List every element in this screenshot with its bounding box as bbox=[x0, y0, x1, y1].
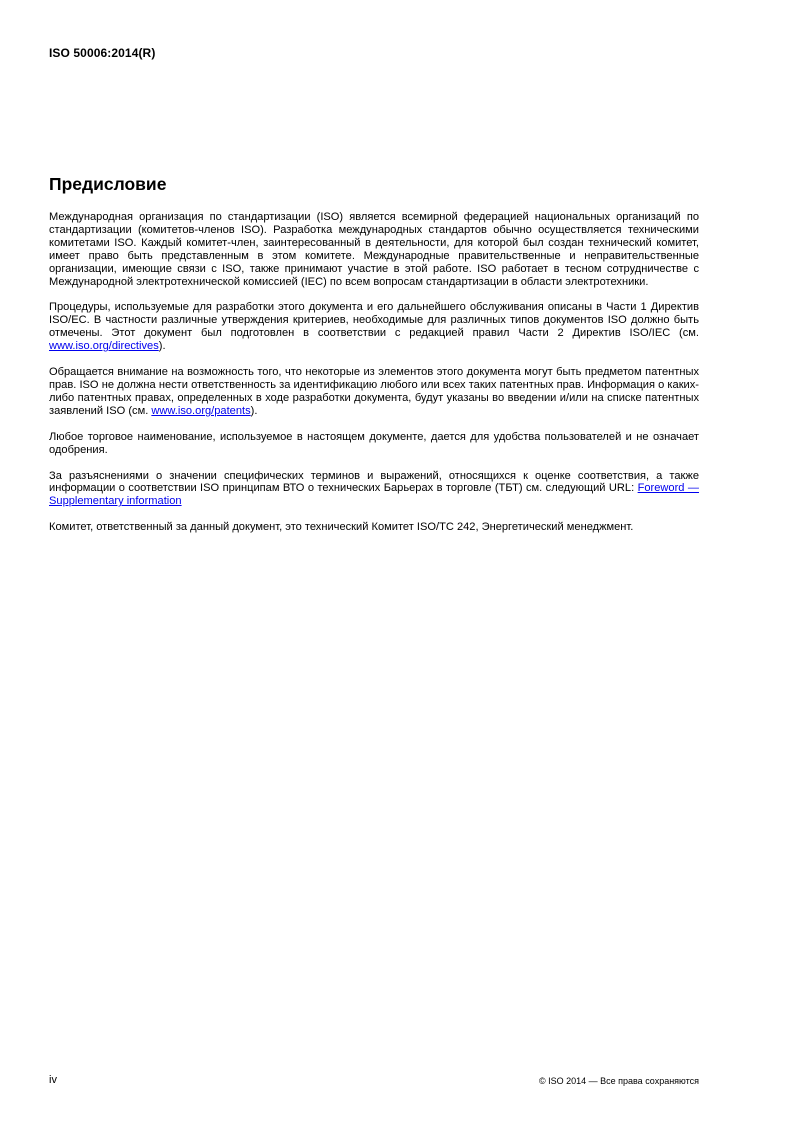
paragraph-patents-end: ). bbox=[250, 404, 258, 417]
foreword-body bbox=[49, 211, 699, 547]
page-title: Предисловие bbox=[49, 174, 167, 194]
paragraph-conformity bbox=[49, 470, 699, 509]
paragraph-iso-organization: Международная организация по стандартизации (ISO) является всемирной федерацией национальных организаций по стандартизации (комитетов-членов ISO). Разработка международных стандартов обычно осуществляется техническими комитетами ISO. Каждый комитет-член, заинтересованный в деятельности, для которой был создан технический комитет, имеет право быть представленным в этом комитете. Международные правительственные и неправительственные организации, имеющие связи с ISO, также принимают участие в этой работе. ISO работает в тесном сотрудничестве с Международной электротехнической комиссией (IEC) по всем вопросам стандартизации в области электротехники. bbox=[49, 211, 699, 288]
link-patents[interactable]: www.iso.org/patents bbox=[151, 404, 251, 417]
link-directives[interactable]: www.iso.org/directives bbox=[49, 340, 159, 353]
paragraph-procedures bbox=[49, 301, 699, 353]
paragraph-committee: Комитет, ответственный за данный документ, это технический Комитет ISO/TC 242, Энергетический менеджмент. bbox=[49, 521, 634, 534]
paragraph-trade-names: Любое торговое наименование, используемое в настоящем документе, дается для удобства пользователей и не означает одобрения. bbox=[49, 430, 699, 456]
document-id-header: ISO 50006:2014(R) bbox=[49, 46, 156, 60]
copyright-notice: © ISO 2014 — Все права сохраняются bbox=[538, 1076, 699, 1086]
paragraph-patents-text: Обращается внимание на возможность того, что некоторые из элементов этого документа могут быть предметом патентных прав. ISO не должна нести ответственность за идентификацию любого или всех таких патентных прав. Информация о каких-либо патентных правах, определенных в ходе разработки документа, будут указаны во введении и/или на списке патентных заявлений ISO (см. bbox=[49, 366, 699, 417]
page-number: iv bbox=[49, 1074, 57, 1086]
paragraph-conformity-text: За разъяснениями о значении специфических терминов и выражений, относящихся к оценке соответствия, а также информации о соответствии ISO принципам ВТО о технических Барьерах в торговле (ТБТ) см. следующий URL: bbox=[49, 469, 699, 495]
link-foreword-supplementary[interactable]: Foreword — Supplementary information bbox=[49, 482, 699, 508]
paragraph-procedures-end: ). bbox=[158, 340, 166, 353]
paragraph-procedures-text: Процедуры, используемые для разработки этого документа и его дальнейшего обслуживания описаны в Части 1 Директив ISO/ЕС. В частности различные утверждения критериев, необходимые для различных типов документов ISO должно быть отмечены. Этот документ был подготовлен в соответствии с редакцией правил Части 2 Директив ISO/IEC (см. bbox=[49, 301, 699, 340]
paragraph-patents bbox=[49, 366, 699, 418]
